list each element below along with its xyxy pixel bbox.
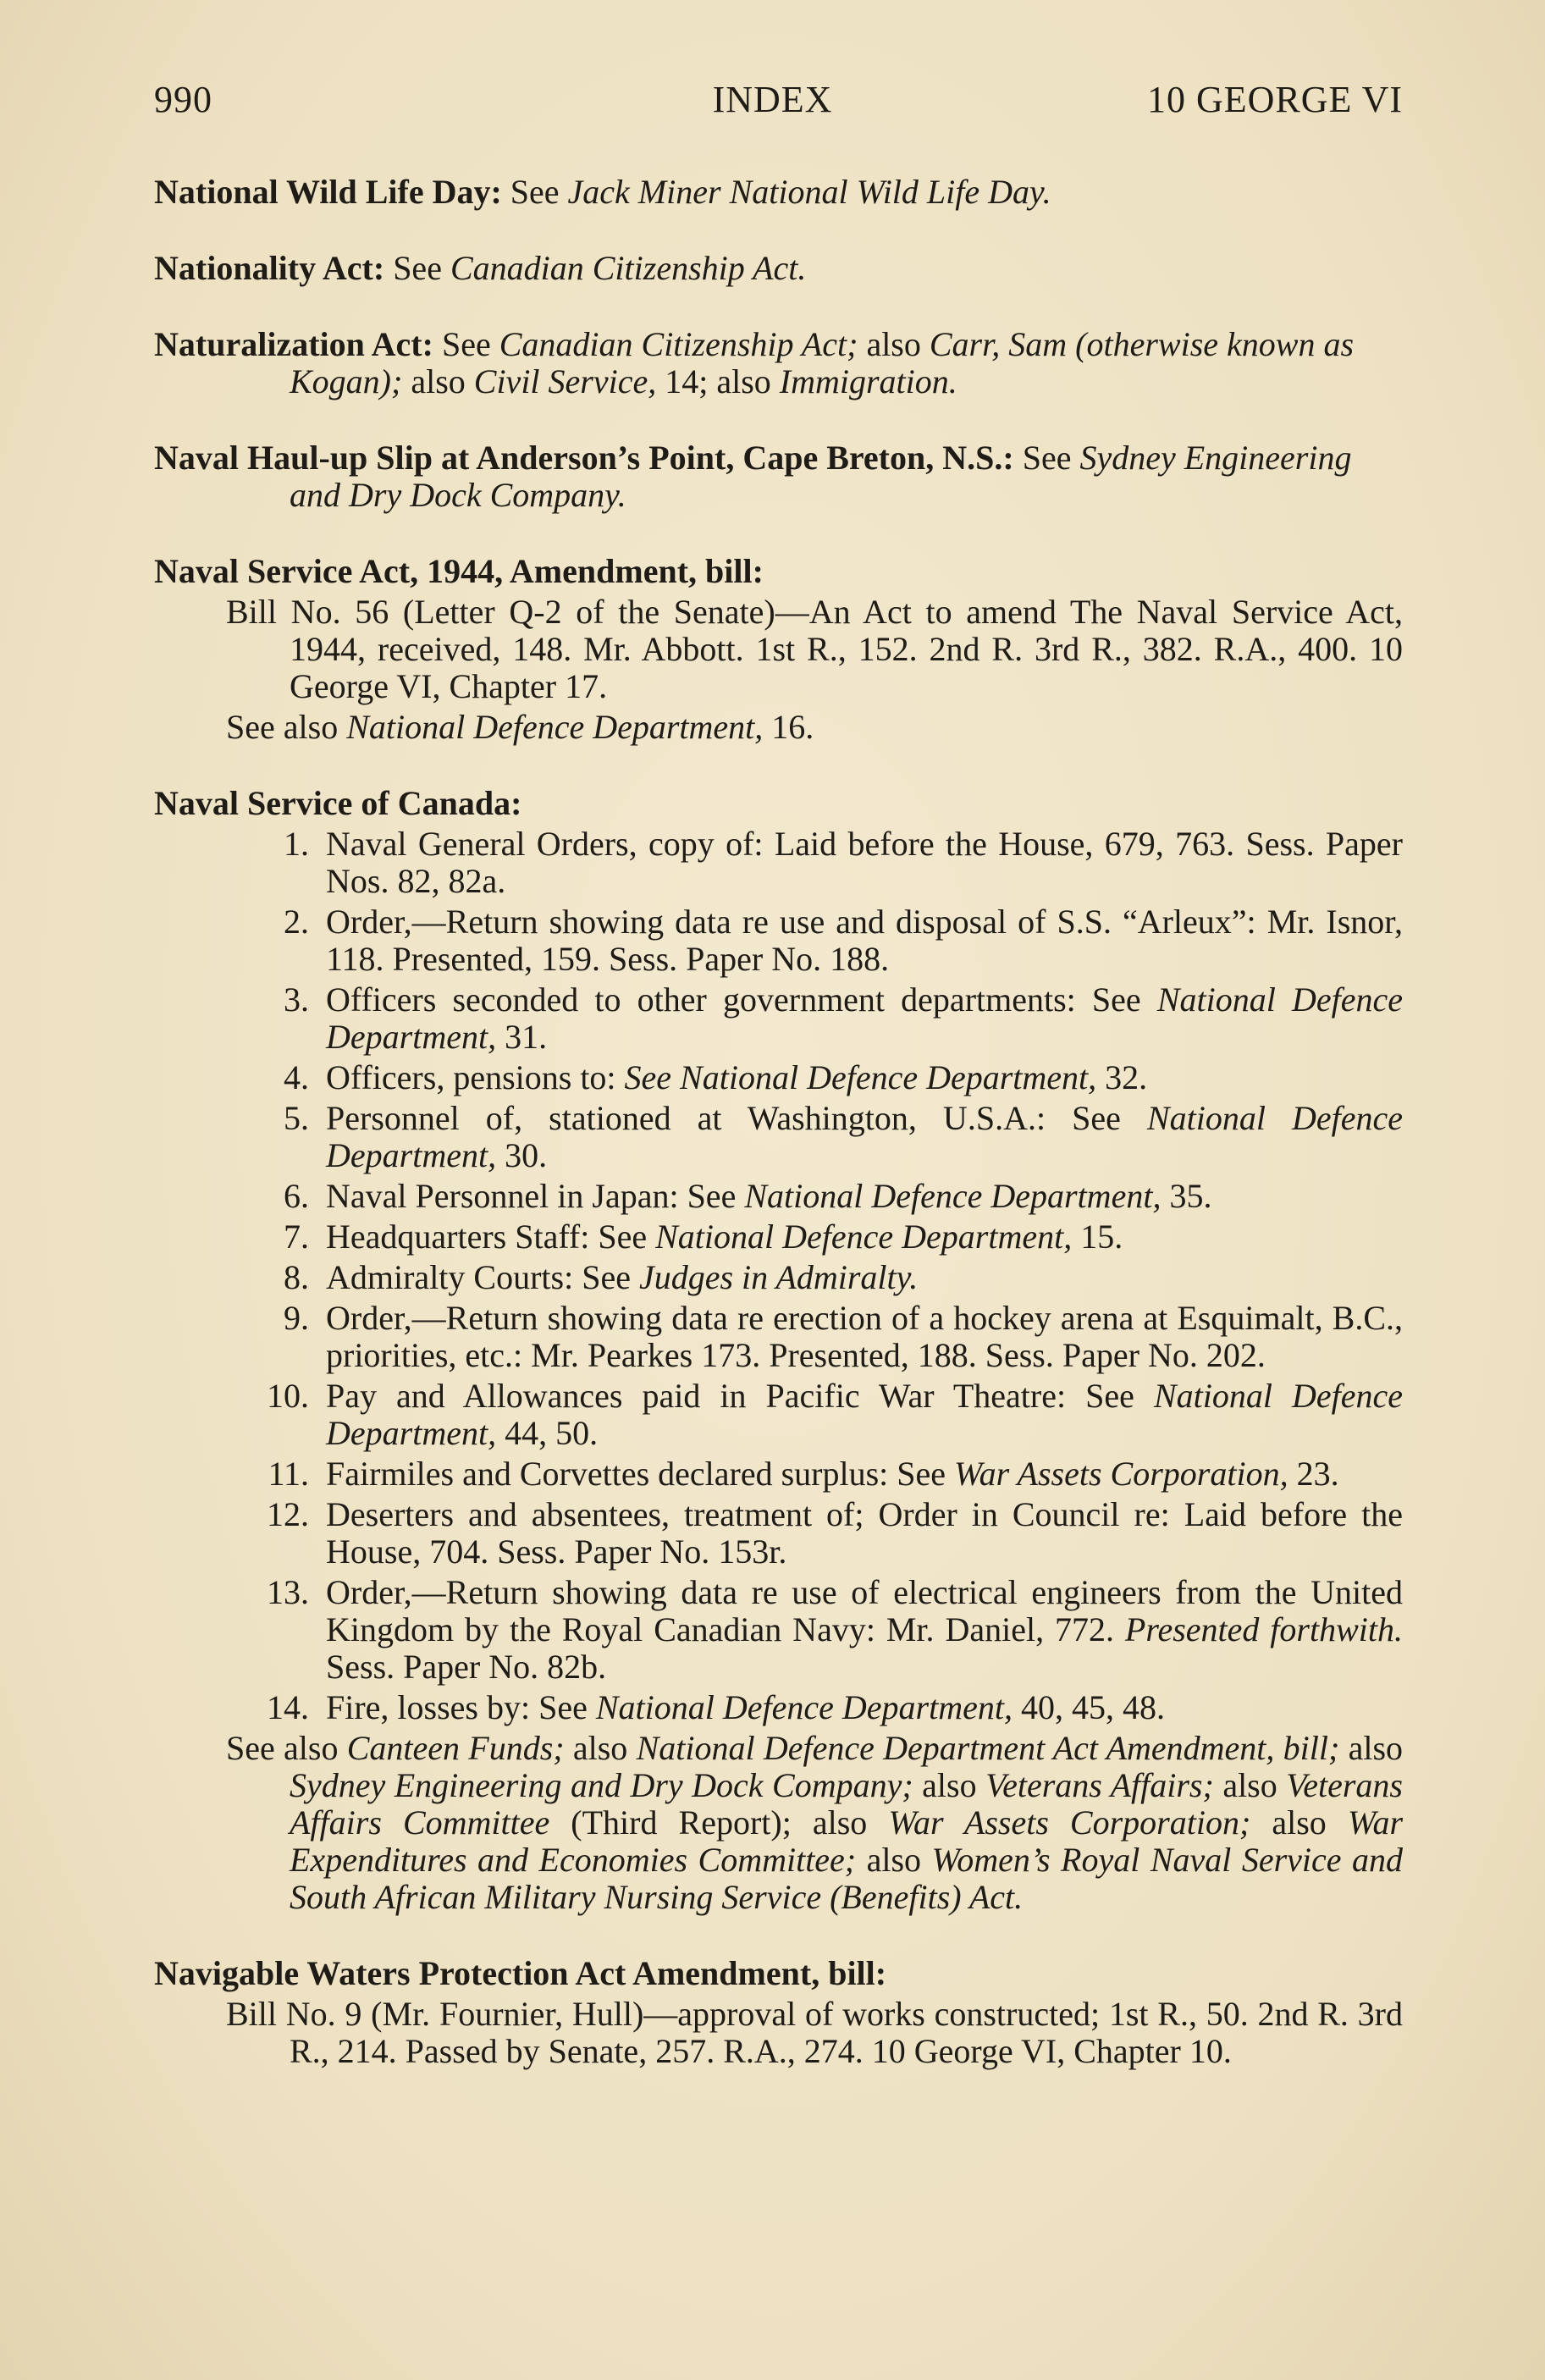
subentry-number: 4. [284, 1058, 309, 1096]
page-ref: Sess. Paper No. 82b. [326, 1648, 607, 1686]
cross-reference: National Defence Department, [744, 1177, 1162, 1215]
subentry-text-block [326, 1378, 1403, 1452]
see-label: See [393, 249, 442, 287]
index-entry [154, 785, 1403, 1916]
subentry-number: 10. [267, 1377, 309, 1415]
index-entry [154, 439, 1403, 514]
cross-reference: National Defence Department, [326, 980, 1403, 1056]
subentry-number: 6. [284, 1177, 309, 1215]
subentry-number: 11. [268, 1455, 309, 1493]
subentry-text-block [326, 1689, 1403, 1726]
subentry-text-block [326, 1100, 1403, 1174]
cross-reference: National Defence Department Act Amendment, bill; [636, 1729, 1340, 1767]
see-also-label: See also [226, 1729, 339, 1767]
numbered-subentry [216, 903, 1403, 978]
page-ref: 40, 45, 48. [1020, 1688, 1165, 1726]
see-label: See [510, 173, 560, 211]
cross-reference: Sydney Engineering and Dry Dock Company; [290, 1766, 913, 1804]
index-entry [154, 553, 1403, 746]
subentry-text: Order,—Return showing data re use and disposal of S.S. “Arleux”: Mr. Isnor, 118. Presented, 159. Sess. Paper No. 188. [326, 903, 1403, 978]
also-label: also [1272, 1803, 1327, 1842]
entry-heading: Naval Service of Canada: [154, 784, 522, 822]
cross-reference: Carr, Sam (otherwise known as Kogan); [290, 325, 1355, 400]
subentry-text-block [326, 1300, 1403, 1374]
numbered-subentry [216, 826, 1403, 900]
numbered-subentry [216, 1100, 1403, 1174]
numbered-subentry [216, 1378, 1403, 1452]
cross-reference: National Defence Department, [346, 708, 764, 746]
also-label: also [866, 1841, 922, 1879]
numbered-subentry [216, 1259, 1403, 1296]
subentry-text-block [326, 826, 1403, 900]
index-entry [154, 174, 1403, 211]
page-ref: 31. [505, 1018, 548, 1056]
cross-reference: National Defence Department, [595, 1688, 1013, 1726]
subentry-text-block [326, 1059, 1403, 1096]
cross-reference: See National Defence Department, [624, 1058, 1097, 1096]
subentry-number: 1. [284, 825, 309, 863]
subentry-text: Naval Personnel in Japan: See [326, 1177, 737, 1215]
subentry-text: Officers seconded to other government departments: See [326, 980, 1141, 1019]
see-also-line [154, 709, 1403, 746]
also-label: also [812, 1803, 868, 1842]
numbered-subentries [154, 826, 1403, 1726]
cross-reference: War Assets Corporation; [888, 1803, 1251, 1842]
subentry-text-block [326, 1218, 1403, 1256]
subentry-number: 2. [284, 903, 309, 941]
numbered-subentry [216, 1300, 1403, 1374]
subentry-number: 12. [267, 1495, 309, 1533]
page-ref: 23. [1296, 1455, 1339, 1493]
see-also-label: See also [226, 708, 339, 746]
entry-heading: National Wild Life Day: [154, 173, 502, 211]
page-ref: 14; also [665, 362, 771, 400]
cross-reference: Canteen Funds; [346, 1729, 565, 1767]
also-label: also [866, 325, 921, 363]
index-entries [154, 174, 1403, 2109]
cross-reference: War Assets Corporation, [954, 1455, 1288, 1493]
subentry-text: Order,—Return showing data re use of electrical engineers from the United Kingdom by the Royal Canadian Navy: Mr. Daniel, 772. [326, 1573, 1403, 1648]
cross-reference: Judges in Admiralty. [638, 1258, 919, 1296]
subentry-text: Fire, losses by: See [326, 1688, 588, 1726]
subentry-text: Fairmiles and Corvettes declared surplus: See [326, 1455, 946, 1493]
entry-heading: Naval Service Act, 1944, Amendment, bill: [154, 552, 764, 590]
entry-heading: Navigable Waters Protection Act Amendment, bill: [154, 1954, 887, 1992]
page-number: 990 [154, 79, 212, 120]
page-ref: 15. [1080, 1218, 1123, 1256]
entry-heading: Naval Haul-up Slip at Anderson’s Point, Cape Breton, N.S.: [154, 439, 1014, 477]
numbered-subentry [216, 1178, 1403, 1215]
subentry-text: Personnel of, stationed at Washington, U.S.A.: See [326, 1099, 1121, 1137]
subentry-number: 7. [284, 1218, 309, 1256]
cross-reference: Canadian Citizenship Act; [499, 325, 858, 363]
subentry-text-block [326, 1178, 1403, 1215]
numbered-subentry [216, 1059, 1403, 1096]
bill-record: Bill No. 9 (Mr. Fournier, Hull)—approval of works constructed; 1st R., 50. 2nd R. 3rd R., 214. Passed by Senate, 257. R.A., 274. 10 George VI, Chapter 10. [226, 1995, 1403, 2070]
subentry-text: Naval General Orders, copy of: Laid before the House, 679, 763. Sess. Paper Nos. 82, 82a. [326, 825, 1403, 900]
running-head-session: 10 GEORGE VI [1146, 79, 1403, 120]
see-label: See [1022, 439, 1072, 477]
subentry-number: 5. [284, 1099, 309, 1137]
index-entry [154, 250, 1403, 287]
cross-reference: Immigration. [779, 362, 957, 400]
cross-reference: Civil Service, [473, 362, 657, 400]
cross-reference: National Defence Department, [655, 1218, 1073, 1256]
subentry-number: 9. [284, 1299, 309, 1337]
subentry-text: Admiralty Courts: See [326, 1258, 631, 1296]
numbered-subentry [216, 1574, 1403, 1686]
numbered-subentry [216, 1218, 1403, 1256]
page-ref: 30. [505, 1136, 548, 1174]
subentry-text: Headquarters Staff: See [326, 1218, 648, 1256]
subentry-text: Pay and Allowances paid in Pacific War Theatre: See [326, 1377, 1134, 1415]
also-label: also [922, 1766, 977, 1804]
numbered-subentry [216, 981, 1403, 1056]
running-head-section: INDEX [712, 79, 833, 120]
numbered-subentry [216, 1689, 1403, 1726]
see-label: See [441, 325, 491, 363]
see-also-block [154, 1730, 1403, 1916]
also-label: also [1348, 1729, 1404, 1767]
page-ref: 35. [1169, 1177, 1212, 1215]
subentry-text: Order,—Return showing data re erection of a hockey arena at Esquimalt, B.C., priorities, etc.: Mr. Pearkes 173. Presented, 188. Sess. Paper No. 202. [326, 1299, 1403, 1374]
page-ref: 32. [1105, 1058, 1148, 1096]
cross-reference: Presented forthwith. [1124, 1610, 1403, 1648]
numbered-subentry [216, 1455, 1403, 1493]
entry-heading: Naturalization Act: [154, 325, 433, 363]
cross-reference: Women’s Royal Naval Service and South African Military Nursing Service (Benefits) Act. [290, 1841, 1404, 1916]
index-entry [154, 326, 1403, 400]
subentry-text-block [326, 903, 1403, 978]
subentry-number: 14. [267, 1688, 309, 1726]
cross-reference: Veterans Affairs Committee [290, 1766, 1403, 1842]
cross-reference: National Defence Department, [326, 1377, 1403, 1452]
bill-record: Bill No. 56 (Letter Q-2 of the Senate)—An Act to amend The Naval Service Act, 1944, received, 148. Mr. Abbott. 1st R., 152. 2nd R. 3rd R., 382. R.A., 400. 10 George VI, Chapter 17. [226, 593, 1403, 705]
subentry-text: Officers, pensions to: [326, 1058, 616, 1096]
also-label: also [572, 1729, 628, 1767]
subentry-text-block [326, 1496, 1403, 1571]
report-note: (Third Report); [571, 1803, 792, 1842]
subentry-text-block [326, 1574, 1403, 1686]
cross-reference: Veterans Affairs; [985, 1766, 1214, 1804]
cross-reference: National Defence Department, [326, 1099, 1403, 1174]
cross-reference: War Expenditures and Economies Committee; [290, 1803, 1404, 1879]
subentry-text-block [326, 1259, 1403, 1296]
subentry-number: 3. [284, 980, 309, 1019]
entry-heading: Nationality Act: [154, 249, 385, 287]
index-entry [154, 1955, 1403, 2070]
numbered-subentry [216, 1496, 1403, 1571]
cross-reference: Jack Miner National Wild Life Day. [567, 173, 1051, 211]
page-ref: 16. [771, 708, 814, 746]
subentry-text: Deserters and absentees, treatment of; Order in Council re: Laid before the House, 704. Sess. Paper No. 153r. [326, 1495, 1403, 1571]
subentry-number: 8. [284, 1258, 309, 1296]
subentry-number: 13. [267, 1573, 309, 1611]
cross-reference: Sydney Engineering and Dry Dock Company. [290, 439, 1352, 514]
also-label: also [411, 362, 466, 400]
cross-reference: Canadian Citizenship Act. [450, 249, 807, 287]
also-label: also [1222, 1766, 1277, 1804]
subentry-text-block [326, 1455, 1403, 1493]
subentry-text-block [326, 981, 1403, 1056]
page-ref: 44, 50. [505, 1414, 599, 1452]
